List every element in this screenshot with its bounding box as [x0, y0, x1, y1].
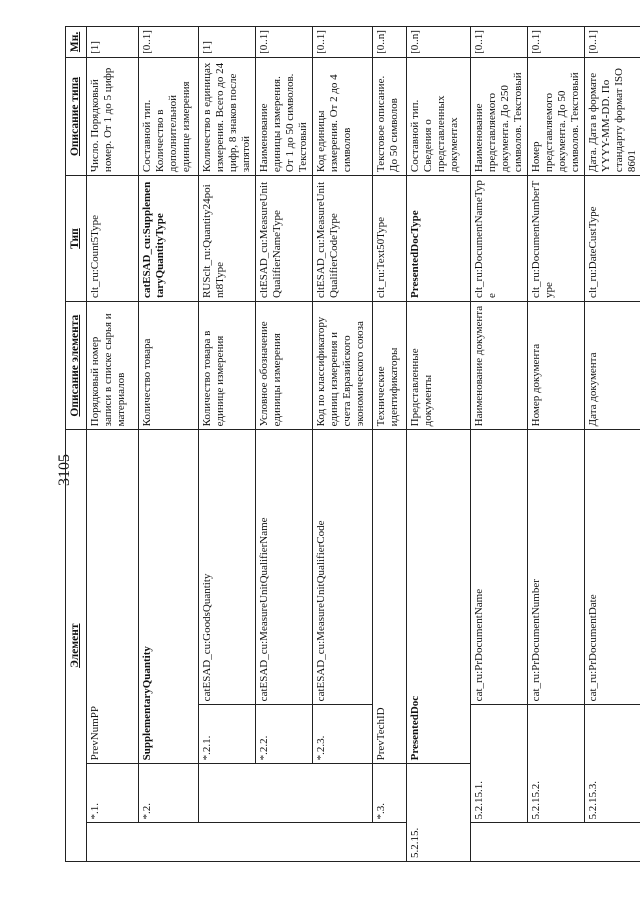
table-row	[585, 27, 640, 862]
header-type-description: Описание типа	[66, 57, 87, 175]
table-row	[87, 27, 139, 862]
type-description: Число. Порядковый номер. От 1 до 5 цифр	[87, 57, 139, 175]
header-multiplicity: Мн.	[66, 27, 87, 58]
table-row	[256, 27, 313, 862]
type-description: Код единицы измерения. От 2 до 4 символов	[313, 57, 373, 175]
row-number: 5.2.15.2.	[528, 705, 585, 823]
table-row	[139, 27, 199, 862]
element-name: catESAD_cu:GoodsQuantity	[199, 430, 256, 705]
element-name: catESAD_cu:MeasureUnitQualifierCode	[313, 430, 373, 705]
table-header-row	[66, 27, 87, 862]
element-table	[65, 26, 640, 862]
header-element: Элемент	[66, 430, 87, 862]
element-type: PresentedDocType	[407, 176, 471, 302]
element-name: cat_ru:PrDocumentNumber	[528, 430, 585, 705]
type-description: Наименование представляемого документа. До 250 символов. Текстовый	[471, 57, 528, 175]
element-name: cat_ru:PrDocumentName	[471, 430, 528, 705]
element-description: Наименование документа	[471, 301, 528, 429]
multiplicity: [0..1]	[313, 27, 373, 58]
header-element-description: Описание элемента	[66, 301, 87, 429]
table-row	[407, 27, 471, 862]
element-description: Номер документа	[528, 301, 585, 429]
element-type: clt_ru:Count5Type	[87, 176, 139, 302]
element-type: catESAD_cu:SupplementaryQuantityType	[139, 176, 199, 302]
row-number: 5.2.15.1.	[471, 705, 528, 823]
element-type: cltESAD_cu:MeasureUnitQualifierCodeType	[313, 176, 373, 302]
header-type: Тип	[66, 176, 87, 302]
element-name: PrevTechID	[373, 430, 407, 764]
type-description: Составной тип. Количество в дополнительной единице измерения	[139, 57, 199, 175]
row-number: *.3.	[373, 764, 407, 823]
element-type: clt_ru:DocumentNameType	[471, 176, 528, 302]
element-description: Количество товара	[139, 301, 199, 429]
multiplicity: [0..1]	[528, 27, 585, 58]
element-name: PresentedDoc	[407, 430, 471, 764]
element-description: Количество товара в единице измерения	[199, 301, 256, 429]
table-row	[199, 27, 256, 862]
multiplicity: [0..1]	[585, 27, 640, 58]
row-number: 5.2.15.3.	[585, 705, 640, 823]
row-number: *.2.1.	[199, 705, 256, 764]
element-description: Код по классификатору единиц измерения и счета Евразийского экономического союза	[313, 301, 373, 429]
element-name: cat_ru:PrDocumentDate	[585, 430, 640, 705]
document-sheet	[65, 26, 638, 862]
type-description: Наименование единицы измерения. От 1 до 50 символов. Текстовый	[256, 57, 313, 175]
element-description: Технические идентификаторы	[373, 301, 407, 429]
element-type: clt_ru:DateCustType	[585, 176, 640, 302]
page-number: 3105	[56, 454, 73, 486]
element-name: PrevNumPP	[87, 430, 139, 764]
element-description: Дата документа	[585, 301, 640, 429]
multiplicity: [0..1]	[139, 27, 199, 58]
element-name: SupplementaryQuantity	[139, 430, 199, 764]
element-description: Условное обозначение единицы измерения	[256, 301, 313, 429]
multiplicity: [1]	[87, 27, 139, 58]
element-name: catESAD_cu:MeasureUnitQualifierName	[256, 430, 313, 705]
multiplicity: [1]	[199, 27, 256, 58]
row-number: *.1.	[87, 764, 139, 823]
table-row	[528, 27, 585, 862]
row-number: *.2.2.	[256, 705, 313, 764]
type-description: Количество в единицах измерения. Всего до 24 цифр, 8 знаков после запятой	[199, 57, 256, 175]
element-description: Порядковый номер записи в списке сырья и материалов	[87, 301, 139, 429]
row-number: 5.2.15.	[407, 764, 471, 862]
row-number: *.2.	[139, 764, 199, 823]
multiplicity: [0..n]	[407, 27, 471, 58]
multiplicity: [0..n]	[373, 27, 407, 58]
type-description: Номер представляемого документа. До 50 символов. Текстовый	[528, 57, 585, 175]
table-row	[313, 27, 373, 862]
type-description: Дата. Дата в формате YYYY-MM-DD. По стандарту формат ISO 8601	[585, 57, 640, 175]
element-description: Представленные документы	[407, 301, 471, 429]
element-type: clt_ru:Text50Type	[373, 176, 407, 302]
element-type: RUSclt_ru:Quantity24point8Type	[199, 176, 256, 302]
table-row	[373, 27, 407, 862]
type-description: Составной тип. Сведения о представленных документах	[407, 57, 471, 175]
table-row	[471, 27, 528, 862]
row-number: *.2.3.	[313, 705, 373, 764]
type-description: Текстовое описание. До 50 символов	[373, 57, 407, 175]
element-type: clt_ru:DocumentNumberType	[528, 176, 585, 302]
multiplicity: [0..1]	[256, 27, 313, 58]
element-type: cltESAD_cu:MeasureUnitQualifierNameType	[256, 176, 313, 302]
multiplicity: [0..1]	[471, 27, 528, 58]
